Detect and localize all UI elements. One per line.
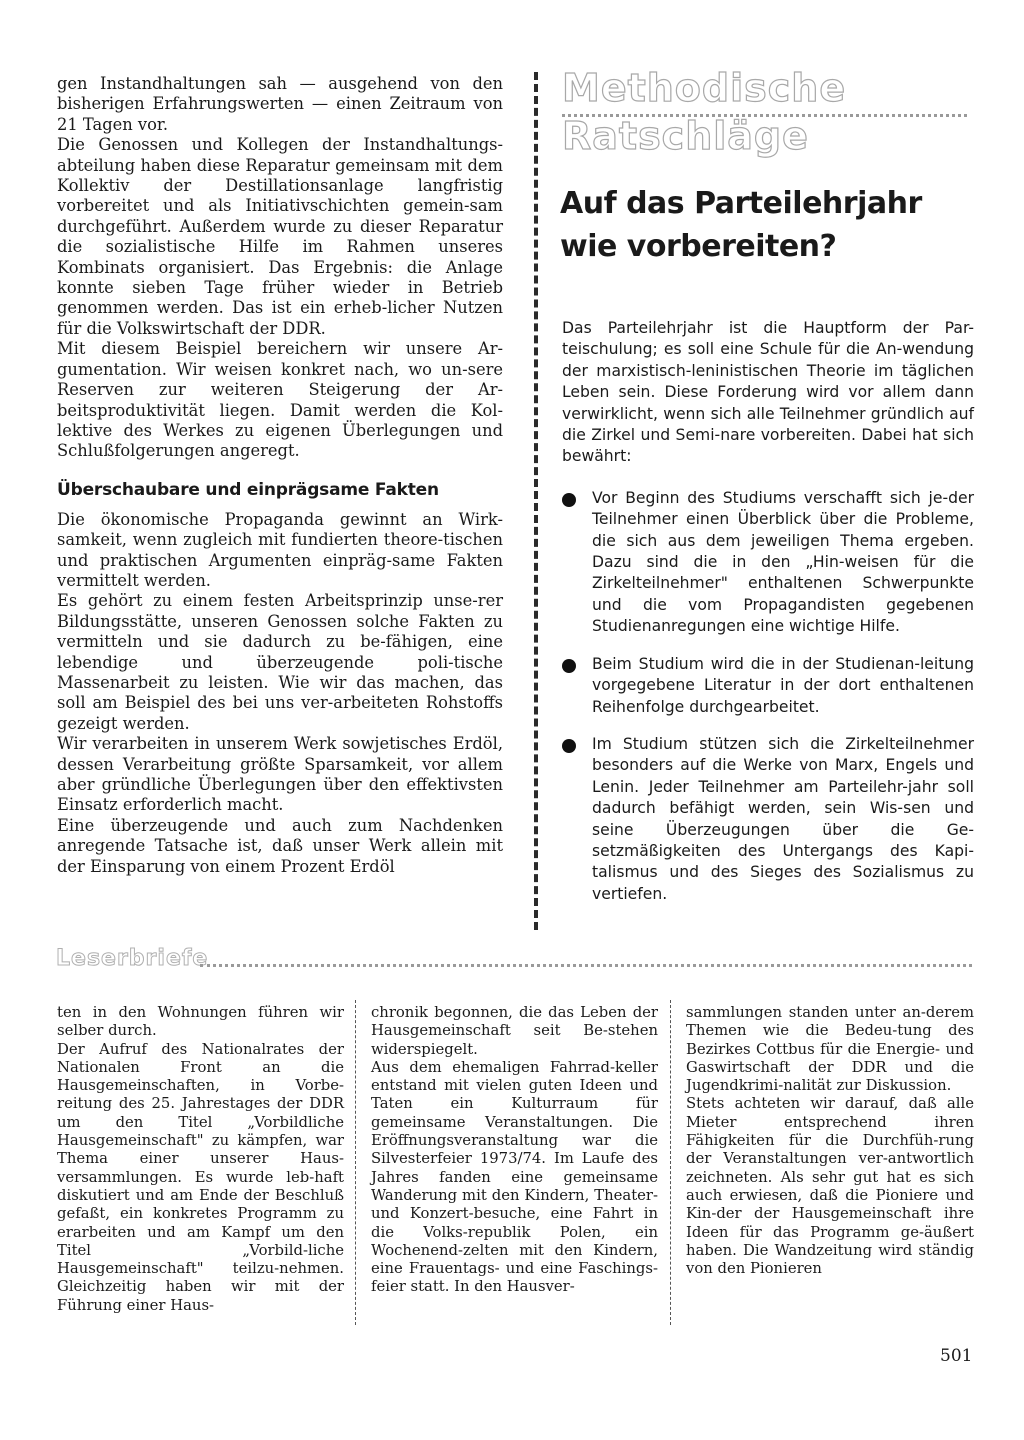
letters-col-1	[57, 1004, 344, 1315]
paragraph: Wir verarbeiten in unserem Werk sowjetisches Erdöl, dessen Verarbeitung größte Sparsamkeit, vor allem aber gründliche Überlegungen über den effektivsten Einsatz erforderlich macht.	[57, 734, 503, 815]
bullet-text: Beim Studium wird die in der Studienan-leitung vorgegebene Literatur in der dort enthaltenen Reihenfolge durchgearbeitet.	[592, 654, 974, 716]
column-separator	[534, 72, 538, 930]
title-line: wie vorbereiten?	[560, 229, 837, 264]
paragraph: Es gehört zu einem festen Arbeitsprinzip unse-rer Bildungsstätte, unseren Genossen solche Fakten zu vermitteln und sie dadurch zu be-fähigen, eine lebendige und überzeugende poli-tische Massenarbeit zu leisten. Wie wir das machen, das soll am Beispiel des bei uns ver-arbeiteten Rohstoffs gezeigt werden.	[57, 591, 503, 733]
paragraph: Eine überzeugende und auch zum Nachdenken anregende Tatsache ist, daß unser Werk allein mit der Einsparung von einem Prozent Erdöl	[57, 815, 503, 876]
left-body	[57, 510, 503, 877]
page-number: 501	[940, 1346, 973, 1366]
letters-separator-2	[670, 1000, 671, 1325]
subheading: Überschaubare und einprägsame Fakten	[57, 479, 439, 500]
paragraph: Mit diesem Beispiel bereichern wir unsere Ar-gumentation. Wir weisen konkret nach, wo un-sere Reserven zur weiteren Steigerung der Ar-beitsproduktivität liegen. Damit werden die Kol-lektive des Werkes zu eigenen Überlegungen und Schlußfolgerungen angeregt.	[57, 339, 503, 461]
bullet-icon	[562, 739, 576, 753]
section-tag-rule	[562, 114, 967, 117]
list-item	[562, 488, 974, 638]
bullet-text: Vor Beginn des Studiums verschafft sich je-der Teilnehmer einen Überblick über die Probleme, die sich aus dem jeweiligen Thema ergeben. Dazu sind die in den „Hin-weisen für die Zirkelteilnehmer" enthaltenen Schwerpunkte und die vom Propagandisten gegebenen Studienanregungen eine wichtige Hilfe.	[592, 488, 974, 636]
list-item	[562, 654, 974, 718]
bullet-text: Im Studium stützen sich die Zirkelteilnehmer besonders auf die Werke von Marx, Engels und Lenin. Jeder Teilnehmer am Parteilehr-jahr soll dadurch befähigt werden, sein Wis-sen und seine Überzeugungen über die Ge-setzmäßigkeiten des Untergangs des Kapi-talismus und des Sieges des Sozialismus zu vertiefen.	[592, 734, 974, 903]
intro-paragraph: Das Parteilehrjahr ist die Hauptform der Par-teischulung; es soll eine Schule für die An-wendung der marxistisch-leninistischen Theorie im täglichen Leben sein. Diese Forderung wird vor allem dann verwirklicht, wenn sich alle Teilnehmer gründlich auf die Zirkel und Semi-nare vorbereiten. Dabei hat sich bewährt:	[562, 319, 974, 466]
letters-col-3	[686, 1004, 974, 1278]
section-tag-leserbriefe: Leserbriefe	[56, 946, 209, 971]
bullet-list	[562, 488, 974, 905]
list-item	[562, 734, 974, 905]
bullet-icon	[562, 493, 576, 507]
letters-rule	[200, 964, 972, 967]
letter-text: chronik begonnen, die das Leben der Hausgemeinschaft seit Be-stehen widerspiegelt. Aus dem ehemaligen Fahrrad-keller entstand mit vielen guten Ideen und Taten ein Kulturraum für gemeinsame Veranstaltungen. Die Eröffnungsveranstaltung war die Silvesterfeier 1973/74. Im Laufe des Jahres fanden eine gemeinsame Wanderung mit den Kindern, Theater- und Konzert-besuche, eine Fahrt in die Volks-republik Polen, ein Wochenend-zelten mit den Kindern, eine Frauentags- und eine Faschings-feier statt. In den Hausver-	[371, 1004, 658, 1296]
paragraph: Die ökonomische Propaganda gewinnt an Wirk-samkeit, wenn zugleich mit fundierten theore-tischen und praktischen Argumenten einpräg-same Fakten vermittelt werden.	[57, 509, 503, 590]
left-intro	[57, 74, 503, 462]
paragraph: gen Instandhaltungen sah — ausgehend von den bisherigen Erfahrungswerten — einen Zeitraum von 21 Tagen vor.	[57, 74, 503, 134]
letter-text: sammlungen standen unter an-derem Themen wie die Bedeu-tung des Bezirkes Cottbus für die Energie- und Gaswirtschaft der DDR und die Jugendkrimi-nalität zur Diskussion. Stets achteten wir darauf, daß alle Mieter entsprechend ihren Fähigkeiten für die Durchfüh-rung der Veranstaltungen ver-antwortlich zeichneten. Als sehr gut hat es sich auch erwiesen, daß die Pioniere und Kin-der der Hausgemeinschaft ihre Ideen für das Programm ge-äußert haben. Die Wandzeitung wird ständig von den Pionieren	[686, 1004, 974, 1278]
article-title	[560, 182, 980, 268]
title-line: Auf das Parteilehrjahr	[560, 186, 922, 221]
letter-text: ten in den Wohnungen führen wir selber durch. Der Aufruf des Nationalrates der Nationalen Front an die Hausgemeinschaften, in Vorbe-reitung des 25. Jahrestages der DDR um den Titel „Vorbildliche Hausgemeinschaft" zu kämpfen, war Thema einer unserer Haus-versammlungen. Es wurde leb-haft diskutiert und am Ende der Beschluß gefaßt, ein konkretes Programm zu erarbeiten und am Kampf um den Titel „Vorbild-liche Hausgemeinschaft" teilzu-nehmen. Gleichzeitig haben wir mit der Führung einer Haus-	[57, 1004, 344, 1314]
left-column	[57, 74, 503, 877]
bullet-icon	[562, 659, 576, 673]
letters-separator-1	[355, 1000, 356, 1325]
paragraph: Die Genossen und Kollegen der Instandhaltungs-abteilung haben diese Reparatur gemeinsam mit dem Kollektiv der Destillationsanlage langfristig vorbereitet und als Initiativschichten gemein-sam durchgeführt. Außerdem wurde zu dieser Reparatur die sozialistische Hilfe im Rahmen unseres Kombinats organisiert. Das Ergebnis: die Anlage konnte sieben Tage früher wieder in Betrieb genommen werden. Das ist ein erheb-licher Nutzen für die Volkswirtschaft der DDR.	[57, 135, 503, 338]
right-body	[562, 318, 974, 921]
section-tag-methodische: Methodische Ratschläge	[562, 66, 847, 158]
letters-col-2	[371, 1004, 658, 1297]
